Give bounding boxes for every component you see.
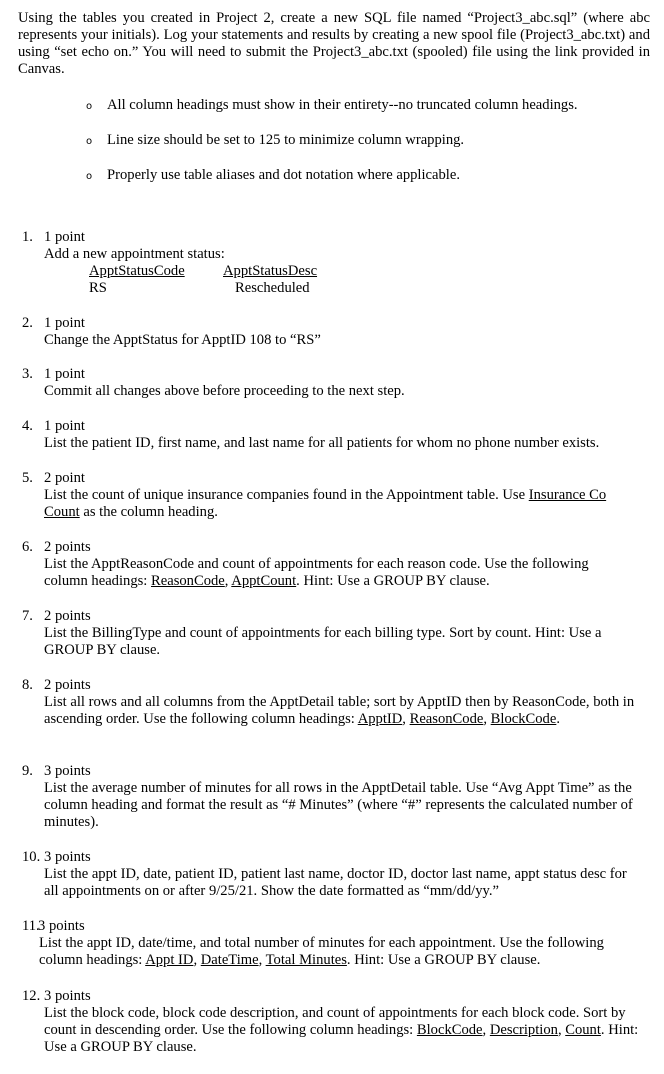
- question-number: 10.: [22, 849, 41, 865]
- question-text: List the BillingType and count of appointments for each billing type. Sort by count. Hint: Use a GROUP BY clause.: [44, 625, 602, 658]
- question-number: 12.: [22, 988, 41, 1004]
- column-heading: Count: [565, 1022, 601, 1038]
- bullet-circle-icon: o: [86, 171, 93, 182]
- question-text: List the appt ID, date, patient ID, patient last name, doctor ID, doctor last name, appt status desc for all appointments on or after 9/25/21. Show the date formatted as “mm/dd/yy.”: [44, 866, 627, 899]
- column-heading: ApptCount: [231, 573, 297, 589]
- question-points: 3 points: [38, 918, 85, 934]
- question-number: 5.: [22, 470, 33, 486]
- question-points: 1 point: [44, 229, 85, 245]
- requirement-item: o All column headings must show in their entirety--no truncated column headings.: [86, 97, 578, 113]
- intro-paragraph: Using the tables you created in Project 2, create a new SQL file named “Project3_abc.sql” (where abc represents your initials). Log your statements and results by creating a new spool file (Project3_abc.txt) and using “set echo on.” You will need to submit the Project3_abc.txt (spooled) file using the link provided in Canvas.: [18, 10, 650, 77]
- bullet-circle-icon: o: [86, 101, 93, 112]
- question-number: 9.: [22, 763, 33, 779]
- question-points: 3 points: [44, 763, 91, 779]
- question-text: List the average number of minutes for all rows in the ApptDetail table. Use “Avg Appt Time” as the column heading and format the result as “# Minutes” (where “#” represents the calculated number of minutes).: [44, 780, 633, 830]
- question-points: 3 points: [44, 988, 91, 1004]
- column-heading: Insurance Co Count: [44, 487, 607, 520]
- column-heading: ApptID: [357, 711, 403, 727]
- column-heading: BlockCode: [416, 1022, 483, 1038]
- question-points: 2 points: [44, 677, 91, 693]
- question-text: List the ApptReasonCode and count of appointments for each reason code. Use the following column headings: ReasonCode, ApptCount. Hint: Use a GROUP BY clause.: [44, 556, 589, 589]
- question-number: 2.: [22, 315, 33, 331]
- requirement-item: o Properly use table aliases and dot notation where applicable.: [86, 167, 460, 183]
- requirement-item: o Line size should be set to 125 to minimize column wrapping.: [86, 132, 465, 148]
- column-heading: BlockCode: [490, 711, 557, 727]
- table-cell: RS: [89, 280, 107, 296]
- question-number: 1.: [22, 229, 33, 245]
- question-points: 2 point: [44, 470, 85, 486]
- question-number: 8.: [22, 677, 33, 693]
- question-text: Change the ApptStatus for ApptID 108 to “RS”: [44, 332, 321, 348]
- column-heading: DateTime: [200, 952, 259, 968]
- column-heading: Description: [489, 1022, 558, 1038]
- question-points: 2 points: [44, 539, 91, 555]
- table-header: ApptStatusCode: [89, 263, 185, 279]
- question-number: 6.: [22, 539, 33, 555]
- question-text: List the patient ID, first name, and last name for all patients for whom no phone number exists.: [44, 435, 600, 451]
- question-number: 4.: [22, 418, 33, 434]
- question-number: 7.: [22, 608, 33, 624]
- question-text: Commit all changes above before proceeding to the next step.: [44, 383, 405, 399]
- column-heading: ReasonCode: [151, 573, 225, 589]
- question-points: 2 points: [44, 608, 91, 624]
- question-text: List the block code, block code description, and count of appointments for each block code. Sort by count in descending order. Use the following column headings: BlockCode, Description, Count. Hint: Use a GROUP BY clause.: [44, 1005, 639, 1055]
- question-points: 1 point: [44, 315, 85, 331]
- column-heading: ReasonCode: [409, 711, 484, 727]
- question-text: Add a new appointment status:: [44, 246, 225, 262]
- question-text: List the appt ID, date/time, and total number of minutes for each appointment. Use the following column headings: Appt ID, DateTime, Total Minutes. Hint: Use a GROUP BY clause.: [39, 935, 604, 968]
- question-points: 1 point: [44, 418, 85, 434]
- column-heading: Total Minutes: [265, 952, 347, 968]
- question-text: List the count of unique insurance companies found in the Appointment table. Use Insurance Co Count as the column heading.: [44, 487, 607, 520]
- question-number: 11.: [22, 918, 40, 934]
- question-number: 3.: [22, 366, 33, 382]
- bullet-circle-icon: o: [86, 136, 93, 147]
- question-text: List all rows and all columns from the ApptDetail table; sort by ApptID then by ReasonCode, both in ascending order. Use the following column headings: ApptID, ReasonCode, BlockCode.: [44, 694, 635, 727]
- question-points: 1 point: [44, 366, 85, 382]
- column-heading: Appt ID: [145, 952, 194, 968]
- table-header: ApptStatusDesc: [223, 263, 318, 279]
- table-cell: Rescheduled: [235, 280, 310, 296]
- question-points: 3 points: [44, 849, 91, 865]
